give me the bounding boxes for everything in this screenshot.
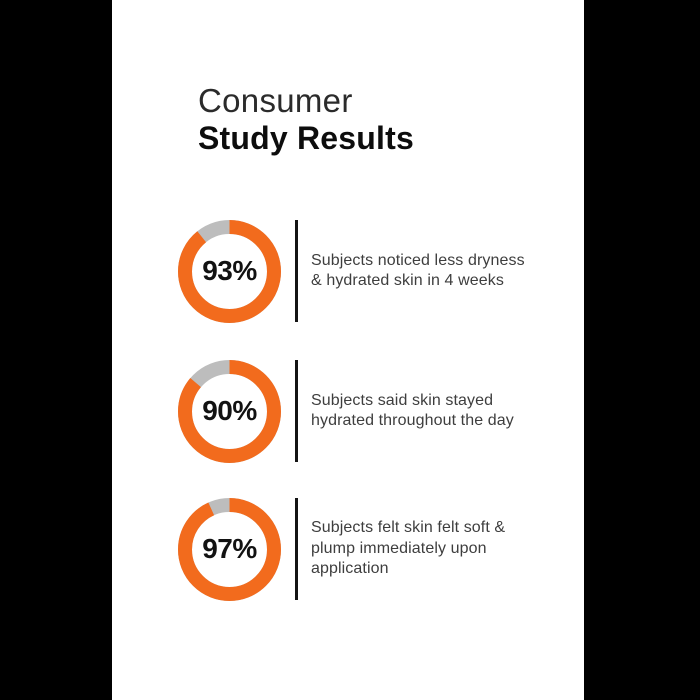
infographic-card	[112, 0, 584, 700]
percent-label: 93%	[202, 255, 257, 286]
stat-row	[178, 359, 578, 463]
page-title	[198, 82, 414, 157]
donut-chart	[178, 360, 281, 463]
stat-row	[178, 219, 578, 323]
stat-row	[178, 497, 578, 601]
stat-description: Subjects said skin stayed hydrated throughout the day	[311, 391, 514, 429]
title-line-bold: Study Results	[198, 120, 414, 156]
stat-description: Subjects noticed less dryness & hydrated skin in 4 weeks	[311, 251, 525, 289]
vertical-divider	[295, 360, 298, 462]
donut-chart	[178, 220, 281, 323]
vertical-divider	[295, 498, 298, 600]
percent-label: 90%	[202, 395, 257, 426]
percent-label: 97%	[202, 533, 257, 564]
donut-chart	[178, 498, 281, 601]
vertical-divider	[295, 220, 298, 322]
stat-description: Subjects felt skin felt soft & plump immediately upon application	[311, 519, 506, 578]
title-line-light: Consumer	[198, 82, 353, 119]
